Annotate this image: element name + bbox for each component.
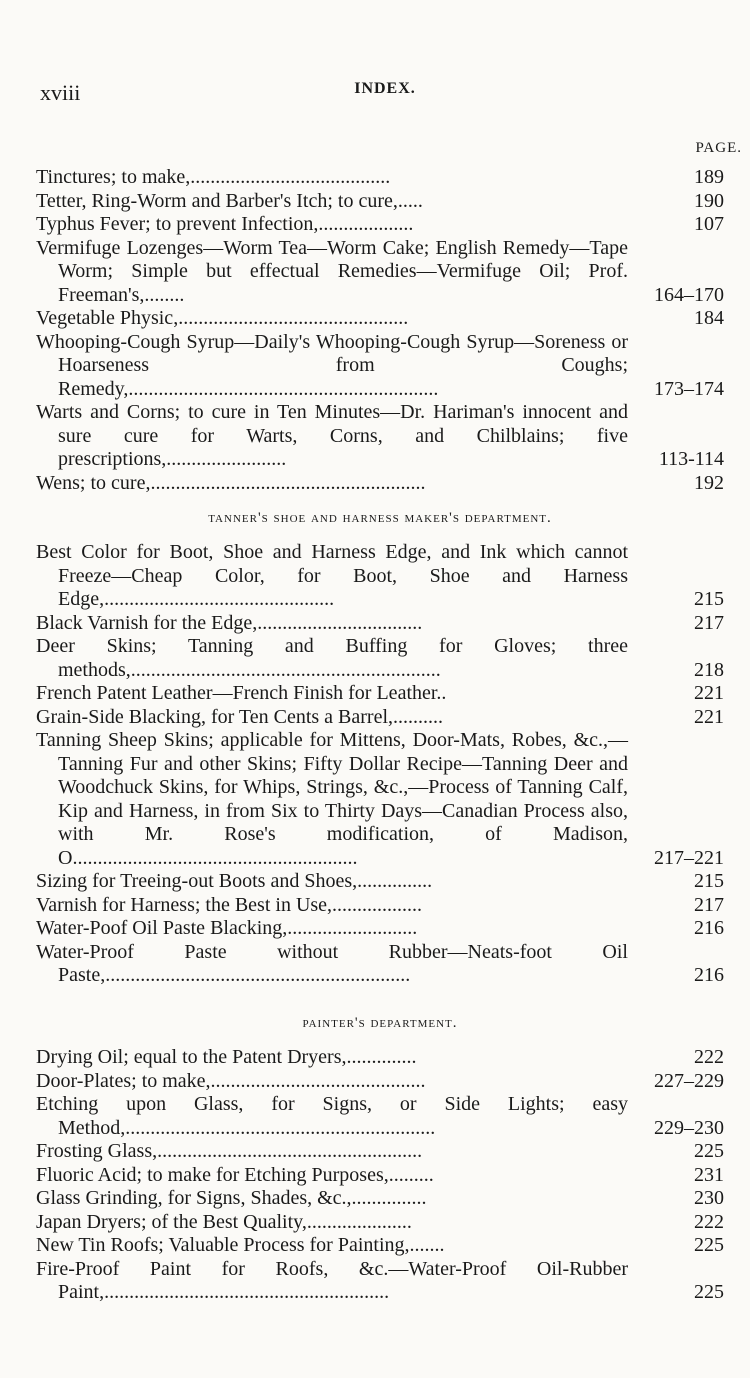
entry-text: Glass Grinding, for Signs, Shades, &c.,............... <box>36 1187 427 1209</box>
entry-text: Water-Proof Paste without Rubber—Neats-foot Oil Paste,............................................................. <box>36 940 628 986</box>
entry-text: Deer Skins; Tanning and Buffing for Gloves; three methods,.............................................................. <box>36 635 628 681</box>
index-entry <box>36 541 724 612</box>
entry-page: 231 <box>694 1163 724 1186</box>
index-entry <box>36 894 724 918</box>
index-section-tanner <box>36 541 724 988</box>
page-column-label: PAGE. <box>695 140 742 156</box>
entry-page: 225 <box>694 1281 724 1303</box>
index-entry <box>36 1187 724 1211</box>
entry-page: 217 <box>694 893 724 916</box>
entry-text: Etching upon Glass, for Signs, or Side Lights; easy Method,.............................................................. <box>36 1093 628 1139</box>
index-entry <box>36 635 724 682</box>
entry-text: Sizing for Treeing-out Boots and Shoes,............... <box>36 870 433 892</box>
index-entry <box>36 307 724 331</box>
index-entry <box>36 941 724 988</box>
entry-page: 225 <box>694 1140 724 1162</box>
index-entry <box>36 917 724 941</box>
entry-page: 225 <box>694 1234 724 1256</box>
index-entry <box>36 213 724 237</box>
entry-page: 221 <box>694 682 724 704</box>
index-entry <box>36 1164 724 1188</box>
index-entry <box>36 706 724 730</box>
entry-text: Wens; to cure,....................................................... <box>36 471 426 494</box>
section-heading-painter: painter's department. <box>302 1015 458 1031</box>
index-entry <box>36 729 724 870</box>
entry-page: 184 <box>694 307 724 329</box>
section-heading-tanner: tanner's shoe and harness maker's department. <box>208 510 552 526</box>
entry-page: 192 <box>694 471 724 494</box>
entry-page: 217 <box>694 611 724 634</box>
entry-page: 190 <box>694 189 724 212</box>
index-section-painter <box>36 1046 724 1305</box>
entry-text: Japan Dryers; of the Best Quality,..................... <box>36 1210 412 1233</box>
index-section-general <box>36 166 724 495</box>
page-header <box>40 80 730 110</box>
entry-text: Black Varnish for the Edge,................................. <box>36 611 423 634</box>
entry-page: 221 <box>694 705 724 728</box>
entry-text: Fluoric Acid; to make for Etching Purposes,......... <box>36 1163 434 1186</box>
entry-page: 229–230 <box>654 1116 724 1139</box>
entry-page: 215 <box>694 588 724 610</box>
index-entry <box>36 472 724 496</box>
entry-page: 222 <box>694 1210 724 1233</box>
entry-text: New Tin Roofs; Valuable Process for Painting,....... <box>36 1234 445 1256</box>
entry-page: 222 <box>694 1046 724 1068</box>
index-entry <box>36 1140 724 1164</box>
entry-text: Whooping-Cough Syrup—Daily's Whooping-Cough Syrup—Soreness or Hoarseness from Coughs; Remedy,.............................................................. <box>36 330 628 400</box>
entry-page: 164–170 <box>654 283 724 306</box>
entry-text: Frosting Glass,..................................................... <box>36 1140 423 1162</box>
index-entry <box>36 190 724 214</box>
index-entry <box>36 1211 724 1235</box>
entry-page: 107 <box>694 213 724 235</box>
entry-page: 217–221 <box>654 846 724 869</box>
entry-page: 216 <box>694 964 724 986</box>
entry-text: Warts and Corns; to cure in Ten Minutes—Dr. Hariman's innocent and sure cure for Warts, Corns, and Chilblains; five prescriptions,........................ <box>36 401 628 470</box>
entry-text: Drying Oil; equal to the Patent Dryers,.............. <box>36 1046 417 1068</box>
entry-page: 215 <box>694 870 724 892</box>
entry-text: Vegetable Physic,.............................................. <box>36 307 409 329</box>
index-entry <box>36 1258 724 1305</box>
page-number: xviii <box>40 80 81 105</box>
index-entry <box>36 166 724 190</box>
entry-text: Tetter, Ring-Worm and Barber's Itch; to cure,..... <box>36 189 423 212</box>
entry-page: 189 <box>694 166 724 188</box>
index-entry <box>36 682 724 706</box>
entry-page: 218 <box>694 658 724 681</box>
entry-text: Water-Poof Oil Paste Blacking,.......................... <box>36 917 418 939</box>
index-entry <box>36 1046 724 1070</box>
index-entry <box>36 237 724 308</box>
entry-text: Typhus Fever; to prevent Infection,................... <box>36 213 414 235</box>
entry-text: French Patent Leather—French Finish for Leather.. <box>36 682 447 704</box>
index-entry <box>36 1234 724 1258</box>
entry-page: 173–174 <box>654 377 724 400</box>
index-entry <box>36 1093 724 1140</box>
page-title: INDEX. <box>354 80 416 97</box>
entry-page: 227–229 <box>654 1069 724 1092</box>
entry-text: Door-Plates; to make,........................................... <box>36 1069 426 1092</box>
entry-text: Vermifuge Lozenges—Worm Tea—Worm Cake; English Remedy—Tape Worm; Simple but effectual Remedies—Vermifuge Oil; Prof. Freeman's,........ <box>36 236 628 306</box>
entry-text: Varnish for Harness; the Best in Use,.................. <box>36 893 423 916</box>
entry-page: 216 <box>694 917 724 939</box>
entry-page: 113-114 <box>658 448 724 470</box>
index-entry <box>36 612 724 636</box>
entry-text: Tinctures; to make,........................................ <box>36 166 391 188</box>
entry-text: Best Color for Boot, Shoe and Harness Edge, and Ink which cannot Freeze—Cheap Color, for Boot, Shoe and Harness Edge,.............................................. <box>36 541 628 610</box>
entry-text: Grain-Side Blacking, for Ten Cents a Barrel,.......... <box>36 705 444 728</box>
index-entry <box>36 401 724 472</box>
entry-text: Fire-Proof Paint for Roofs, &c.—Water-Proof Oil-Rubber Paint,......................................................... <box>36 1257 628 1303</box>
index-entry <box>36 870 724 894</box>
index-entry <box>36 331 724 402</box>
entry-text: Tanning Sheep Skins; applicable for Mittens, Door-Mats, Robes, &c.,—Tanning Fur and other Skins; Fifty Dollar Recipe—Tanning Deer and Woodchuck Skins, for Whips, Strings, &c.,—Process of Tanning Calf, Kip and Harness, in from Six to Thirty Days—Canadian Process also, with Mr. Rose's modification, of Madison, O......................................................... <box>36 729 628 869</box>
index-entry <box>36 1070 724 1094</box>
entry-page: 230 <box>694 1187 724 1209</box>
